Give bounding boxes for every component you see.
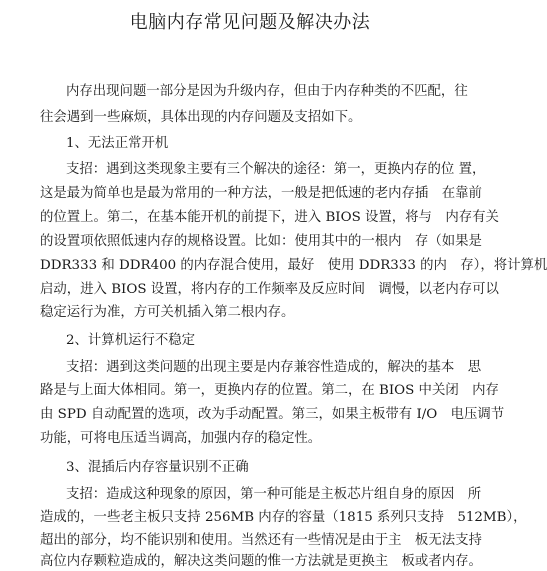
section-2-line-4: 功能，可将电压适当调高，加强内存的稳定性。 [40, 431, 322, 446]
section-2-line-2: 路是与上面大体相同。第一，更换内存的位置。第二，在 BIOS 中关闭 内存 [40, 383, 499, 398]
section-3-line-2: 造成的，一些老主板只支持 256MB 内存的容量（1815 系列只支持 512MB）， [40, 510, 527, 525]
section-1-line-2: 这是最为简单也是最为常用的一种方法，一般是把低速的老内存插 在靠前 [40, 186, 482, 201]
section-3-line-1: 支招：造成这种现象的原因，第一种可能是主板芯片组自身的原因 所 [66, 487, 482, 502]
section-3-heading: 3、混插后内存容量识别不正确 [66, 460, 249, 475]
section-3-line-4: 高位内存颗粒造成的，解决这类问题的惟一方法就是更换主 板或者内存。 [40, 554, 482, 569]
document-title: 电脑内存常见问题及解决办法 [129, 12, 371, 33]
section-1-line-4: 的设置项依照低速内存的规格设置。比如：使用其中的一根内 存（如果是 [40, 234, 482, 249]
section-2-line-1: 支招：遇到这类问题的出现主要是内存兼容性造成的，解决的基本 思 [66, 360, 482, 375]
section-1-line-5: DDR333 和 DDR400 的内存混合使用，最好 使用 DDR333 的内 存），将计算机 [40, 258, 547, 273]
section-3-line-3: 超出的部分，均不能识别和使用。当然还有一些情况是由于主 板无法支持 [40, 533, 482, 548]
section-1-line-6: 启动，进入 BIOS 设置，将内存的工作频率及反应时间 调慢，以老内存可以 [40, 282, 499, 297]
intro-line-1: 内存出现问题一部分是因为升级内存，但由于内存种类的不匹配，往 [66, 84, 468, 99]
section-1-heading: 1、无法正常开机 [66, 136, 169, 151]
section-1-line-7: 稳定运行为准，方可关机插入第二根内存。 [40, 305, 295, 320]
section-1-line-1: 支招：遇到这类现象主要有三个解决的途径：第一，更换内存的位 置， [66, 162, 486, 177]
section-2-heading: 2、计算机运行不稳定 [66, 333, 196, 348]
section-1-line-3: 的位置上。第二，在基本能开机的前提下，进入 BIOS 设置，将与 内存有关 [40, 210, 499, 225]
intro-line-2: 往会遇到一些麻烦，具体出现的内存问题及支招如下。 [40, 110, 362, 125]
section-2-line-3: 由 SPD 自动配置的选项，改为手动配置。第三，如果主板带有 I/O 电压调节 [40, 407, 505, 422]
